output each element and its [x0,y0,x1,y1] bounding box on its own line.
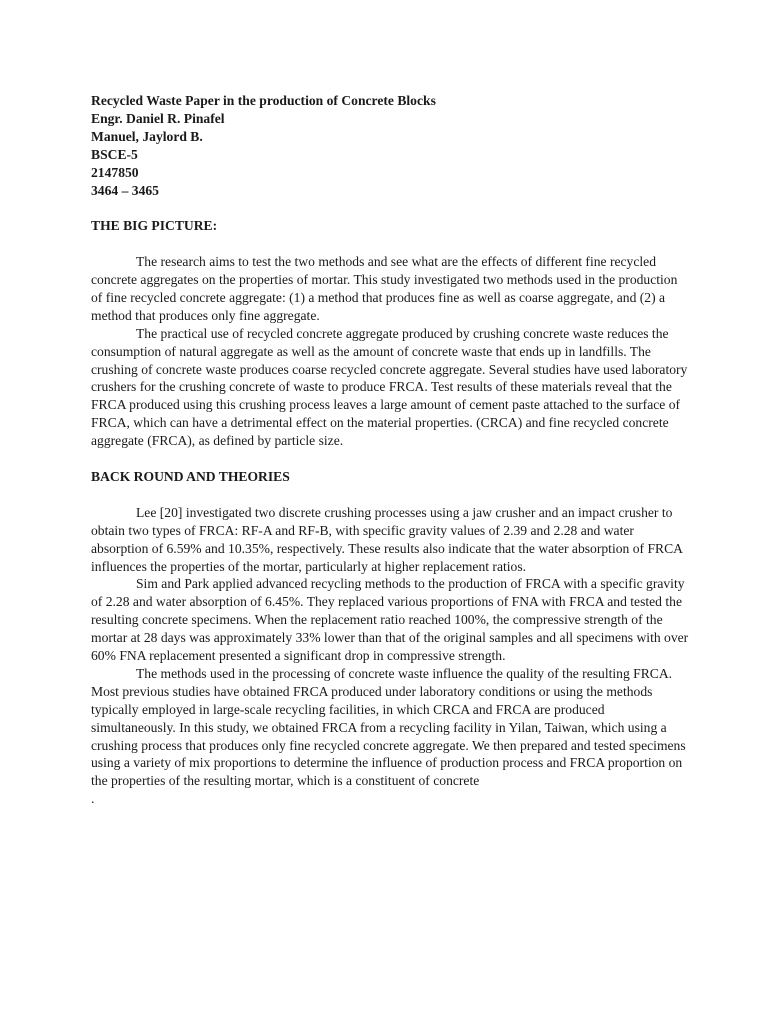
spacer [91,486,691,504]
course-code: BSCE-5 [91,146,138,162]
section-heading-background: BACK ROUND AND THEORIES [91,468,290,484]
student-name: Manuel, Jaylord B. [91,128,203,144]
instructor-name: Engr. Daniel R. Pinafel [91,110,225,126]
body-paragraph: Lee [20] investigated two discrete crushing processes using a jaw crusher and an impact crusher to obtain two types of FRCA: RF-A and RF-B, with specific gravity values of 2.39 and 2.28 and water absorption of 6.59% and 10.35%, respectively. These results also indicate that the water absorption of FRCA influences the properties of the mortar, particularly at higher replacement ratios. [91,504,683,574]
spacer [91,235,691,253]
spacer [91,450,691,468]
body-paragraph: The practical use of recycled concrete aggregate produced by crushing concrete waste reduces the consumption of natural aggregate as well as the amount of concrete waste that ends up in landfills. The crushing of concrete waste produces coarse recycled concrete aggregate. Several studies have used laboratory crushers for the crushing concrete of waste to produce FRCA. Test results of these materials reveal that the FRCA produced using this crushing process leaves a large amount of cement paste attached to the surface of FRCA, which can have a detrimental effect on the material properties. (CRCA) and fine recycled concrete aggregate (FRCA), as defined by particle size. [91,325,688,449]
document-header [91,92,691,199]
body-paragraph: Sim and Park applied advanced recycling methods to the production of FRCA with a specific gravity of 2.28 and water absorption of 6.45%. They replaced various proportions of FNA with FRCA and tested the resulting concrete specimens. When the replacement ratio reached 100%, the compressive strength of the mortar at 28 days was approximately 33% lower than that of the original samples and all specimens with over 60% FNA replacement presented a significant drop in compressive strength. [91,576,689,664]
trailing-period: . [91,791,95,807]
page-range: 3464 – 3465 [91,182,159,198]
spacer [91,199,691,217]
document-title: Recycled Waste Paper in the production of Concrete Blocks [91,93,436,108]
section-heading-big-picture: THE BIG PICTURE: [91,218,218,234]
document-body [91,92,691,808]
body-paragraph: The methods used in the processing of concrete waste influence the quality of the resulting FRCA. Most previous studies have obtained FRCA produced under laboratory conditions or using the methods typically employed in large-scale recycling facilities, in which CRCA and FRCA are produced simultaneously. In this study, we obtained FRCA from a recycling facility in Yilan, Taiwan, which using a crushing process that produces only fine recycled concrete aggregate. We then prepared and tested specimens using a variety of mix proportions to determine the influence of production process and FRCA proportion on the properties of the resulting mortar, which is a constituent of concrete [91,665,686,789]
student-id: 2147850 [91,164,139,180]
body-paragraph: The research aims to test the two methods and see what are the effects of different fine recycled concrete aggregates on the properties of mortar. This study investigated two methods used in the production of fine recycled concrete aggregate: (1) a method that produces fine as well as coarse aggregate, and (2) a method that produces only fine aggregate. [91,254,678,323]
